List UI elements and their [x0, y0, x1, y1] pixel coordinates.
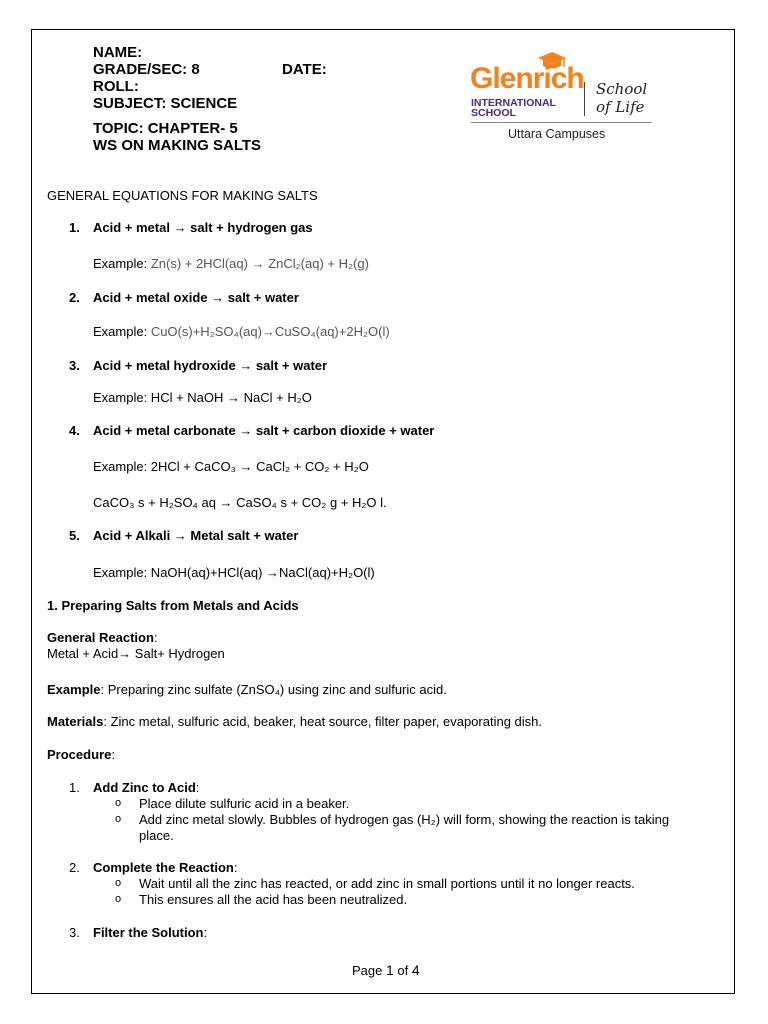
procedure-heading: [47, 747, 115, 763]
eq2-text: Acid + metal oxide → salt + water: [93, 290, 299, 305]
bullet-marker: o: [115, 893, 122, 905]
logo-brand-text: Glenrich: [470, 62, 584, 95]
step1-colon: :: [195, 780, 200, 795]
general-reaction-label: General Reaction: [47, 630, 154, 645]
bullet-marker: o: [115, 813, 122, 825]
total-pages: 4: [411, 962, 420, 978]
page-border: [31, 29, 735, 994]
step2-bullet1: Wait until all the zinc has reacted, or add zinc in small portions until it no longer reacts.: [139, 876, 635, 891]
step1-bullet1: Place dilute sulfuric acid in a beaker.: [139, 796, 350, 811]
logo-divider: [584, 82, 585, 116]
procedure-colon: :: [111, 747, 115, 762]
step2-heading: [93, 860, 237, 876]
general-equations-heading: GENERAL EQUATIONS FOR MAKING SALTS: [47, 188, 318, 203]
logo-school-text: SCHOOL: [471, 107, 516, 119]
bullet-marker: o: [115, 877, 122, 889]
worksheet-title: WS ON MAKING SALTS: [93, 137, 262, 154]
example-line: [47, 682, 447, 698]
materials-text: : Zinc metal, sulfuric acid, beaker, heat source, filter paper, evaporating dish.: [103, 714, 542, 729]
step3-number: 3.: [69, 925, 80, 940]
materials-line: [47, 714, 542, 730]
eq1-number: 1.: [69, 220, 80, 235]
general-reaction-colon: :: [153, 630, 158, 645]
logo-international-text: INTERNATIONAL: [471, 97, 556, 109]
step1-heading: [93, 780, 199, 796]
step2-title: Complete the Reaction: [93, 860, 234, 875]
step1-bullet2: Add zinc metal slowly. Bubbles of hydrogen gas (H₂) will form, showing the reaction is taking: [139, 812, 670, 827]
eq1-example-equation: Zn(s) + 2HCl(aq) → ZnCl₂(aq) + H₂(g): [150, 256, 369, 271]
eq1-example: [93, 256, 369, 272]
eq4-text: Acid + metal carbonate → salt + carbon dioxide + water: [93, 423, 435, 438]
school-logo: [468, 50, 658, 146]
eq5-text: Acid + Alkali → Metal salt + water: [93, 528, 299, 543]
date-field-label: DATE:: [282, 61, 327, 78]
logo-tagline-line2: of Life: [596, 98, 645, 116]
example-text: : Preparing zinc sulfate (ZnSO₄) using zinc and sulfuric acid.: [100, 682, 447, 697]
procedure-label: Procedure: [47, 747, 112, 762]
eq2-example: [93, 324, 390, 340]
grade-sec-label: GRADE/SEC: 8: [93, 61, 200, 78]
step1-bullet2-continued: place.: [139, 828, 174, 843]
eq3-example: Example: HCl + NaOH → NaCl + H₂O: [93, 390, 312, 405]
step3-heading: [93, 925, 207, 941]
step2-bullet2: This ensures all the acid has been neutralized.: [139, 892, 408, 907]
section1-title: 1. Preparing Salts from Metals and Acids: [47, 598, 299, 613]
current-page: 1: [385, 962, 394, 978]
step3-colon: :: [203, 925, 208, 940]
eq2-example-equation: CuO(s)+H₂SO₄(aq)→CuSO₄(aq)+2H₂O(l): [150, 324, 390, 339]
subject-label: SUBJECT: SCIENCE: [93, 95, 238, 112]
eq5-example: Example: NaOH(aq)+HCl(aq) →NaCl(aq)+H₂O(l): [93, 565, 375, 580]
logo-underline: [471, 122, 652, 123]
step3-title: Filter the Solution: [93, 925, 204, 940]
of-word: of: [393, 963, 412, 978]
logo-tagline-line1: School: [596, 80, 648, 98]
eq2-example-label: Example:: [93, 324, 151, 339]
eq1-text: Acid + metal → salt + hydrogen gas: [93, 220, 313, 235]
eq5-number: 5.: [69, 528, 80, 543]
name-field-label: NAME:: [93, 44, 143, 61]
step2-colon: :: [233, 860, 238, 875]
roll-field-label: ROLL:: [93, 78, 139, 95]
page-number: [352, 962, 420, 978]
eq1-example-label: Example:: [93, 256, 151, 271]
general-reaction-equation: Metal + Acid→ Salt+ Hydrogen: [47, 646, 225, 661]
step2-number: 2.: [69, 860, 80, 875]
step1-title: Add Zinc to Acid: [93, 780, 196, 795]
bullet-marker: o: [115, 797, 122, 809]
general-reaction-heading: [47, 630, 158, 646]
eq2-number: 2.: [69, 290, 80, 305]
page-word: Page: [352, 963, 386, 978]
example-label: Example: [47, 682, 101, 697]
eq4-number: 4.: [69, 423, 80, 438]
logo-campus-text: Uttara Campuses: [508, 127, 606, 141]
step1-number: 1.: [69, 780, 80, 795]
eq4-example: Example: 2HCl + CaCO₃ → CaCl₂ + CO₂ + H₂O: [93, 459, 369, 474]
topic-label: TOPIC: CHAPTER- 5: [93, 120, 238, 137]
eq3-text: Acid + metal hydroxide → salt + water: [93, 358, 328, 373]
materials-label: Materials: [47, 714, 104, 729]
eq3-number: 3.: [69, 358, 80, 373]
eq4-example2: CaCO₃ s + H₂SO₄ aq → CaSO₄ s + CO₂ g + H₂O l.: [93, 495, 387, 510]
